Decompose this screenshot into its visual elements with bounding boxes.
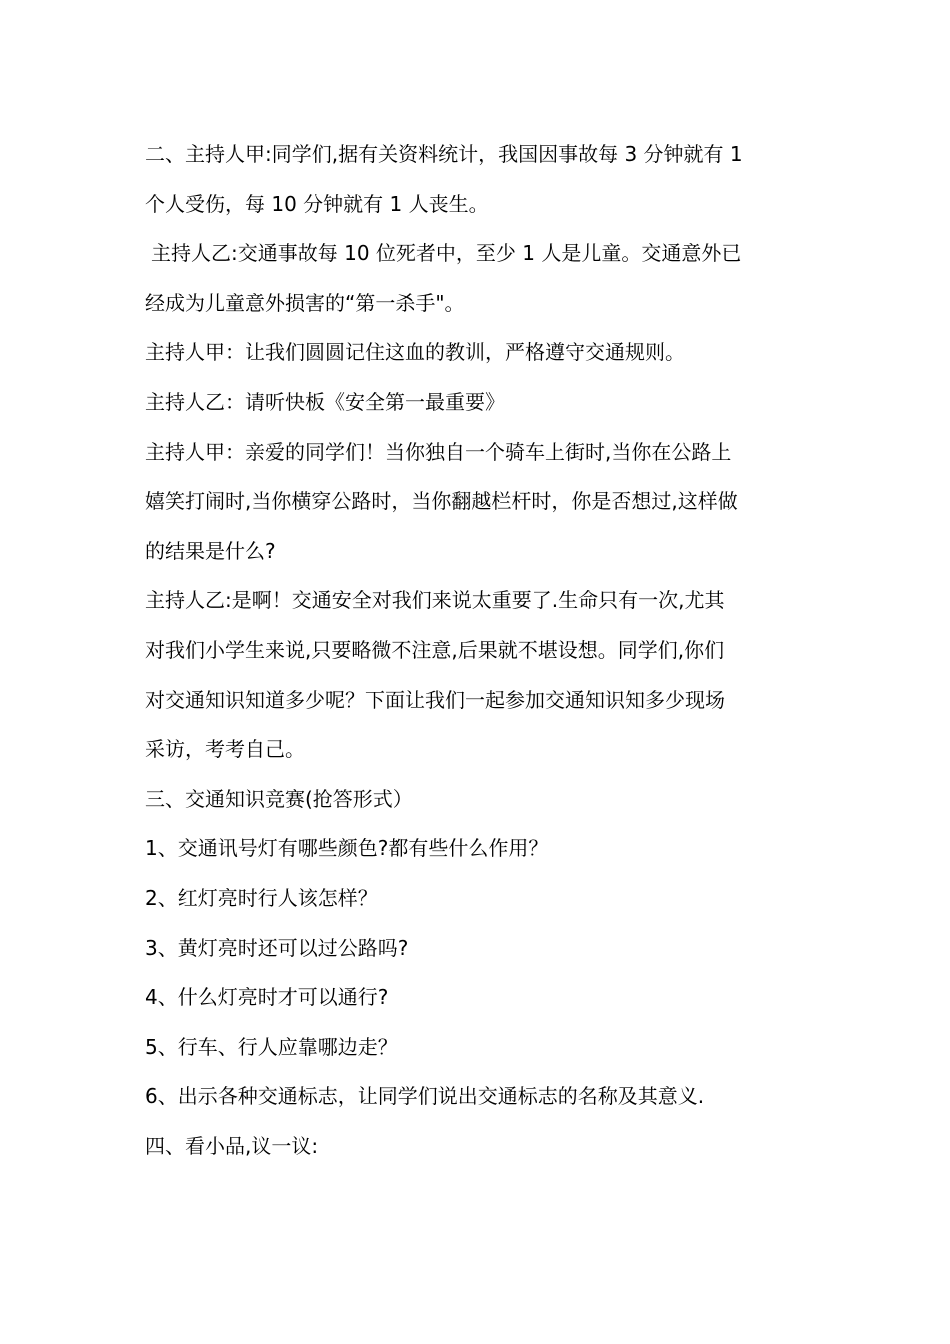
list-item: 6、出示各种交通标志，让同学们说出交通标志的名称及其意义. — [145, 1084, 705, 1109]
list-item: 3、黄灯亮时还可以过公路吗? — [145, 935, 409, 960]
text-line: 主持人甲：让我们圆圆记住这血的教训，严格遵守交通规则。 — [145, 340, 685, 365]
text-line: 主持人乙:交通事故每 10 位死者中，至少 1 人是儿童。交通意外已 — [151, 241, 742, 266]
text-line: 对我们小学生来说,只要略微不注意,后果就不堪设想。同学们,你们 — [145, 637, 725, 662]
list-item: 5、行车、行人应靠哪边走？ — [145, 1034, 398, 1059]
text-line: 采访，考考自己。 — [145, 737, 305, 762]
text-line: 个人受伤，每 10 分钟就有 1 人丧生。 — [145, 191, 489, 216]
text-line: 的结果是什么? — [145, 538, 276, 563]
text-line: 嬉笑打闹时,当你横穿公路时，当你翻越栏杆时，你是否想过,这样做 — [145, 489, 738, 514]
text-line: 主持人乙:是啊！交通安全对我们来说太重要了.生命只有一次,尤其 — [145, 588, 725, 613]
section-heading: 四、看小品,议一议: — [145, 1133, 319, 1158]
list-item: 1、交通讯号灯有哪些颜色?都有些什么作用？ — [145, 836, 549, 861]
list-item: 4、什么灯亮时才可以通行? — [145, 985, 389, 1010]
text-line: 对交通知识知道多少呢？下面让我们一起参加交通知识知多少现场 — [145, 687, 725, 712]
document-body — [145, 130, 813, 1171]
text-line: 主持人甲：亲爱的同学们！当你独自一个骑车上街时,当你在公路上 — [145, 439, 732, 464]
section-heading: 三、交通知识竞赛(抢答形式） — [145, 786, 413, 811]
list-item: 2、红灯亮时行人该怎样？ — [145, 885, 378, 910]
text-line: 二、主持人甲:同学们,据有关资料统计，我国因事故每 3 分钟就有 1 — [145, 142, 743, 166]
text-line: 主持人乙：请听快板《安全第一最重要》 — [145, 389, 505, 414]
text-line: 经成为儿童意外损害的“第一杀手"。 — [145, 290, 465, 315]
